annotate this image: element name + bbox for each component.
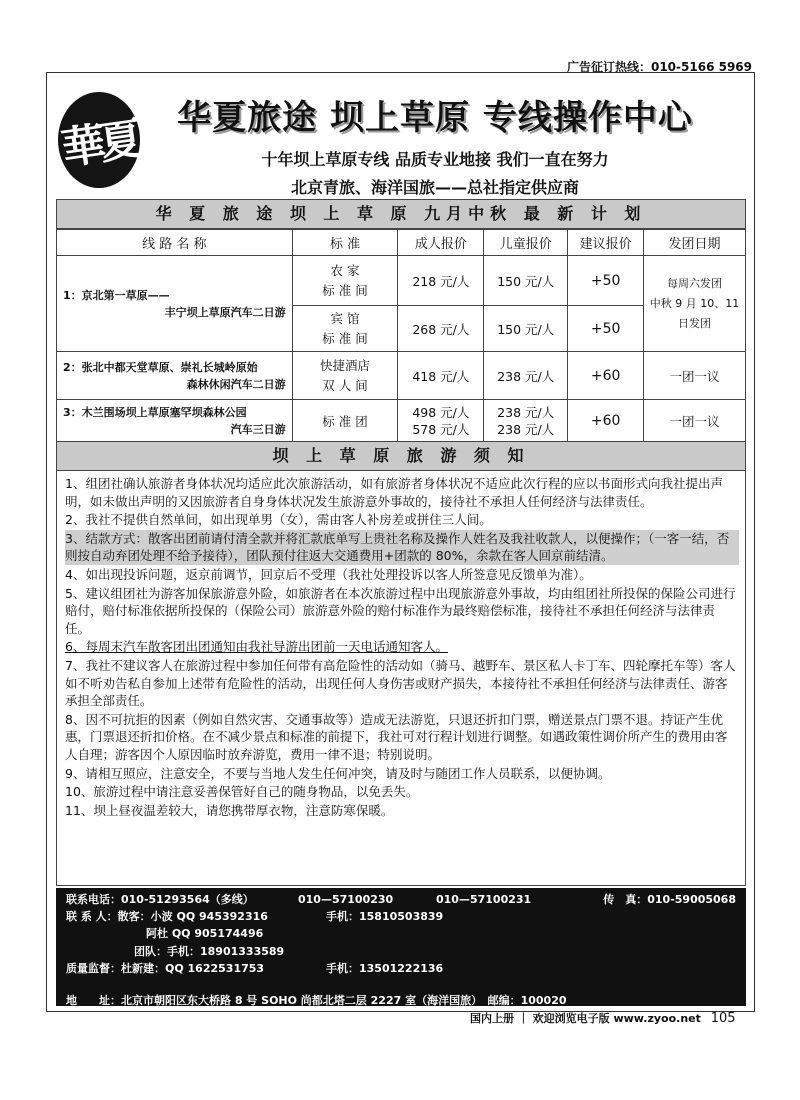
company-logo bbox=[58, 92, 140, 188]
list-item: 3、结款方式：散客出团前请付清全款并将汇款底单写上贵社名称及操作人姓名及我社收款人，以便操作；（一客一结，否则按自动弃团处理不给予接待），团队预付往返大交通费用+团款的 80%，余款在客人回京前结清。 bbox=[65, 530, 739, 565]
list-item: 9、请相互照应，注意安全，不要与当地人发生任何冲突，请及时与随团工作人员联系，以便协调。 bbox=[65, 765, 611, 781]
adult-price: 418 元/人 bbox=[398, 352, 484, 400]
column-header: 建议报价 bbox=[568, 230, 644, 256]
contact-phone-3: 010—57100231 bbox=[436, 893, 532, 906]
page-title: 华夏旅途 坝上草原 专线操作中心 bbox=[177, 98, 693, 138]
plan-title: 华 夏 旅 途 坝 上 草 原 九月中秋 最 新 计 划 bbox=[56, 199, 746, 229]
contact-mobile-2: 手机：13501222136 bbox=[326, 961, 444, 975]
suggested-price: +60 bbox=[568, 352, 644, 400]
route-line1: 3：木兰围场坝上草原塞罕坝森林公园 bbox=[63, 405, 247, 419]
adult-price: 218 元/人 bbox=[398, 256, 484, 306]
suggested-price: +60 bbox=[568, 400, 644, 442]
child-price: 238 元/人 bbox=[484, 352, 568, 400]
list-item: 10、旅游过程中请注意妥善保管好自己的随身物品，以免丢失。 bbox=[65, 784, 419, 800]
departure-date: 一团一议 bbox=[644, 400, 746, 442]
notice-title: 坝 上 草 原 旅 游 须 知 bbox=[56, 441, 746, 471]
departure-date: 每周六发团 中秋 9 月 10、11 日发团 bbox=[644, 256, 746, 352]
supplier-line: 北京青旅、海洋国旅——总社指定供应商 bbox=[290, 178, 579, 197]
route-line2: 丰宁坝上草原汽车二日游 bbox=[164, 305, 286, 319]
contact-fax: 传 真：010-59005068 bbox=[603, 893, 736, 906]
list-item: 6、每周末汽车散客团出团通知由我社导游出团前一天电话通知客人。 bbox=[65, 639, 448, 655]
contact-mobile-1: 手机：15810503839 bbox=[326, 910, 444, 924]
route-name bbox=[57, 256, 293, 352]
contact-person-2: 阿杜 QQ 905174496 bbox=[146, 927, 264, 941]
suggested-price: +50 bbox=[568, 256, 644, 306]
table-row bbox=[57, 256, 746, 306]
suggested-price: +50 bbox=[568, 306, 644, 352]
list-item: 2、我社不提供自然单间，如出现单男（女），需由客人补房差或拼住三人间。 bbox=[65, 512, 492, 528]
terms-list bbox=[56, 471, 746, 886]
table-header-row bbox=[57, 230, 746, 256]
adult-price: 498 元/人 578 元/人 bbox=[398, 400, 484, 442]
contact-team: 团队：手机：18901333589 bbox=[134, 944, 285, 958]
adult-price: 268 元/人 bbox=[398, 306, 484, 352]
route-name bbox=[57, 400, 293, 442]
page-footer bbox=[470, 1010, 736, 1026]
page-number: 105 bbox=[710, 1011, 736, 1026]
route-line1: 1：京北第一草原—— bbox=[63, 288, 170, 302]
price-table bbox=[56, 229, 746, 442]
route-name bbox=[57, 352, 293, 400]
departure-date: 一团一议 bbox=[644, 352, 746, 400]
list-item: 8、因不可抗拒的因素（例如自然灾害、交通事故等）造成无法游览，只退还折扣门票，赠送景点门票不退。持证产生优惠，门票退还折扣价格。在不减少景点和标准的前提下，我社可对行程计划进行调整。如遇政策性调价所产生的费用由客人自理；游客因个人原因临时放弃游览，费用一律不退；特别说明。 bbox=[65, 711, 728, 762]
list-item: 1、组团社确认旅游者身体状况均适应此次旅游活动，如有旅游者身体状况不适应此次行程的应以书面形式向我社提出声明，如未做出声明的又因旅游者自身身体状况发生旅游意外事故的，接待社不承担人任何经济与法律责任。 bbox=[65, 476, 723, 509]
column-header: 标 准 bbox=[292, 230, 398, 256]
column-header: 儿童报价 bbox=[484, 230, 568, 256]
contact-phone-2: 010—57100230 bbox=[298, 893, 394, 906]
child-price: 150 元/人 bbox=[484, 306, 568, 352]
contact-person: 联 系 人：散客：小波 QQ 945392316 bbox=[66, 910, 268, 924]
route-line2: 汽车三日游 bbox=[230, 422, 286, 436]
footer-text: 国内上册 ｜ 欢迎浏览电子版 www.zyoo.net bbox=[470, 1012, 701, 1025]
logo-text: 華夏 bbox=[58, 113, 141, 175]
column-header: 线 路 名 称 bbox=[57, 230, 293, 256]
column-header: 发团日期 bbox=[644, 230, 746, 256]
standard-cell: 标 准 团 bbox=[292, 400, 398, 442]
list-item: 5、建议组团社为游客加保旅游意外险，如旅游者在本次旅游过程中出现旅游意外事故，均由组团社所投保的保险公司进行赔付，赔付标准依据所投保的（保险公司）旅游意外险的赔付标准作为最终赔偿标准，接待社不承担任何经济与法律责任。 bbox=[65, 585, 736, 636]
list-item: 4、如出现投诉问题，返京前调节，回京后不受理（我社处理投诉以客人所签意见反馈单为准）。 bbox=[65, 566, 592, 582]
standard-cell: 快捷酒店 双 人 间 bbox=[292, 352, 398, 400]
slogan: 十年坝上草原专线 品质专业地接 我们一直在努力 bbox=[261, 150, 609, 169]
child-price: 150 元/人 bbox=[484, 256, 568, 306]
standard-cell: 宾 馆 标 准 间 bbox=[292, 306, 398, 352]
address: 地 址：北京市朝阳区东大桥路 8 号 SOHO 尚都北塔二层 2227 室（海洋国旅） 邮编：100020 bbox=[66, 993, 567, 1007]
column-header: 成人报价 bbox=[398, 230, 484, 256]
route-line1: 2：张北中都天堂草原、崇礼长城岭原始 bbox=[63, 360, 258, 374]
standard-cell: 农 家 标 准 间 bbox=[292, 256, 398, 306]
contact-phone: 联系电话：010-51293564（多线） bbox=[66, 893, 254, 906]
list-item: 11、坝上昼夜温差较大，请您携带厚衣物，注意防寒保暖。 bbox=[65, 802, 394, 818]
route-line2: 森林休闲汽车二日游 bbox=[186, 377, 286, 391]
quality-supervisor: 质量监督：杜新建：QQ 1622531753 bbox=[66, 961, 265, 975]
table-row bbox=[57, 352, 746, 400]
table-row bbox=[57, 400, 746, 442]
list-item: 7、我社不建议客人在旅游过程中参加任何带有高危险性的活动如（骑马、越野车、景区私人卡丁车、四轮摩托车等）客人如不听劝告私自参加上述带有危险性的活动，出现任何人身伤害或财产损失，本接待社不承担任何经济与法律责任、游客承担全部责任。 bbox=[65, 657, 736, 709]
contact-box bbox=[56, 888, 746, 1006]
child-price: 238 元/人 238 元/人 bbox=[484, 400, 568, 442]
ad-hotline: 广告征订热线：010-5166 5969 bbox=[566, 60, 752, 74]
